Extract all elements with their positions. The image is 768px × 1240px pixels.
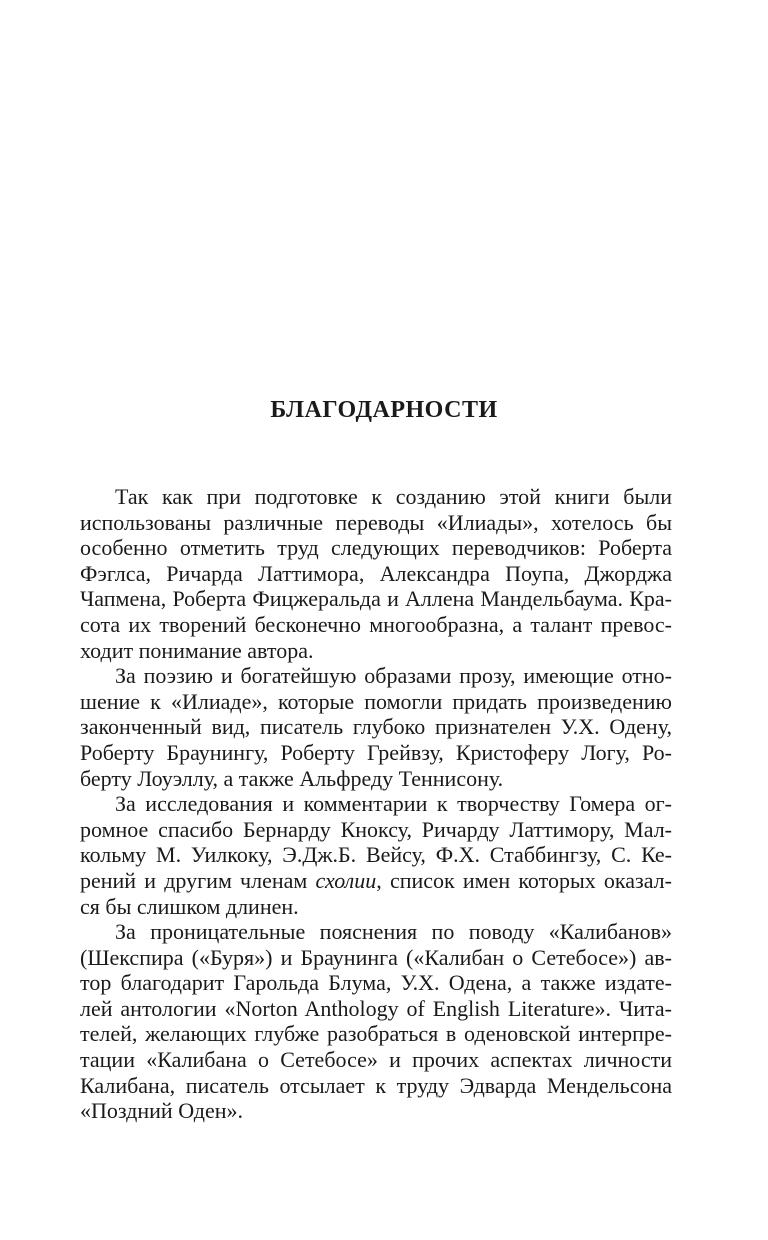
text-line-with-italic — [80, 868, 672, 894]
text-line: Роберту Браунингу, Роберту Грейвзу, Кристоферу Логу, Ро- — [80, 739, 672, 765]
text-line: шение к «Илиаде», которые помогли придать произведению — [80, 688, 672, 714]
text-line: телей, желающих глубже разобраться в оденовской интерпре- — [80, 1021, 672, 1047]
paragraph-2 — [80, 663, 672, 791]
text-line: ся бы слишком длинен. — [80, 893, 299, 919]
text-line: ромное спасибо Бернарду Кноксу, Ричарду Латтимору, Мал- — [80, 816, 672, 842]
text-line: законченный вид, писатель глубоко признателен У.Х. Одену, — [80, 714, 672, 740]
text-segment: рений и другим членам — [80, 867, 316, 893]
text-segment: , список имен которых оказал- — [376, 867, 672, 893]
text-line: Так как при подготовке к созданию этой книги были — [115, 484, 672, 509]
text-line: использованы различные переводы «Илиады», хотелось бы — [80, 509, 672, 535]
text-line: кольму М. Уилкоку, Э.Дж.Б. Вейсу, Ф.Х. Стаббингзу, С. Ке- — [80, 842, 672, 868]
text-line: За исследования и комментарии к творчеству Гомера ог- — [115, 791, 672, 817]
text-line: Чапмена, Роберта Фицжеральда и Аллена Мандельбаума. Кра- — [80, 586, 672, 612]
text-line: (Шекспира («Буря») и Браунинга («Калибан о Сетебосе») ав- — [80, 944, 672, 970]
text-line: лей антологии «Norton Anthology of English Literature». Чита- — [80, 995, 672, 1021]
text-line: Калибана, писатель отсылает к труду Эдварда Мендельсона — [80, 1072, 672, 1098]
text-line: Фэглса, Ричарда Латтимора, Александра Поупа, Джорджа — [80, 560, 672, 586]
text-line: «Поздний Оден». — [80, 1098, 244, 1124]
acknowledgements-text — [80, 484, 672, 1124]
text-line: За проницательные пояснения по поводу «Калибанов» — [115, 919, 672, 945]
paragraph-3 — [80, 791, 672, 919]
text-line: особенно отметить труд следующих переводчиков: Роберта — [80, 535, 672, 561]
text-line: ходит понимание автора. — [80, 637, 314, 663]
text-line: За поэзию и богатейшую образами прозу, имеющие отно- — [115, 663, 672, 689]
paragraph-1 — [80, 484, 672, 663]
text-line: берту Лоуэллу, а также Альфреду Теннисону. — [80, 765, 504, 791]
page-title: БЛАГОДАРНОСТИ — [270, 397, 498, 423]
text-line: тации «Калибана о Сетебосе» и прочих аспектах личности — [80, 1047, 672, 1073]
text-line: тор благодарит Гарольда Блума, У.Х. Одена, а также издате- — [80, 970, 672, 996]
paragraph-4 — [80, 919, 672, 1124]
italic-term: схолии — [315, 867, 377, 893]
text-line: сота их творений бесконечно многообразна, а талант превос- — [80, 611, 672, 637]
